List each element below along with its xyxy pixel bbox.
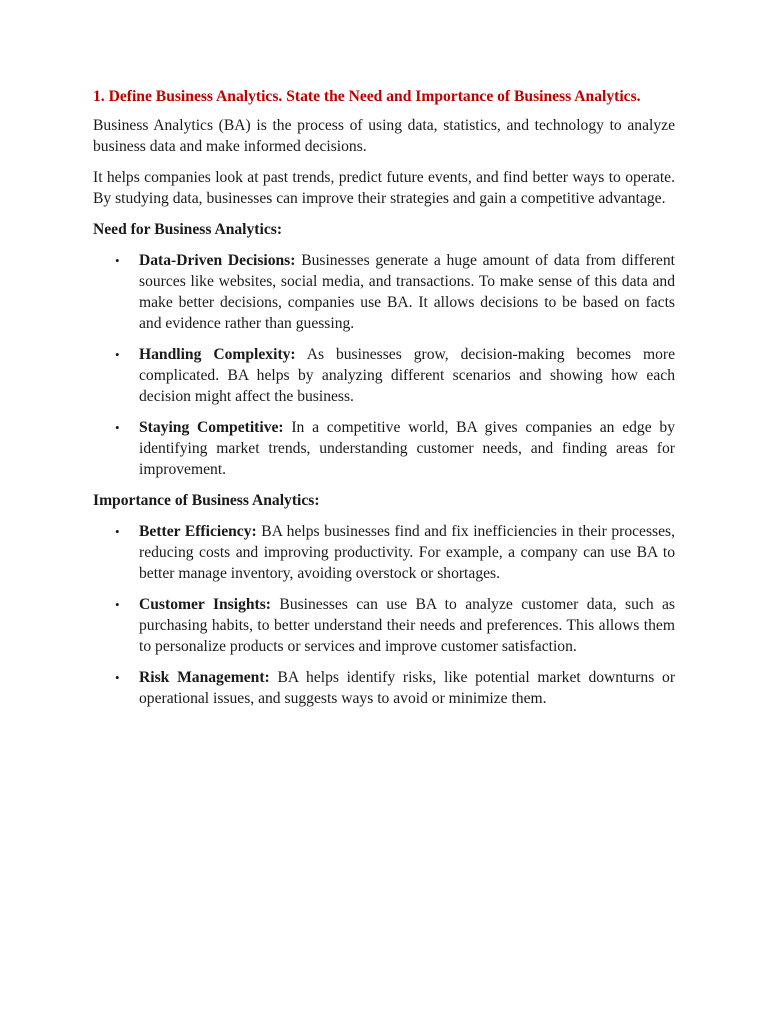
bullet-icon: • xyxy=(115,670,120,685)
item-text: Businesses can use BA to analyze customer data, such as purchasing habits, to better understand their needs and preferences. This allows them to personalize products or services and improve customer satisfaction. xyxy=(139,596,675,655)
item-term: Risk Management: xyxy=(139,669,270,686)
intro-paragraph-2: It helps companies look at past trends, predict future events, and find better ways to operate. By studying data, businesses can improve their strategies and gain a competitive advantage. xyxy=(93,169,675,207)
item-text: BA helps businesses find and fix inefficiencies in their processes, reducing costs and improving productivity. For example, a company can use BA to better manage inventory, avoiding overstock or shortages. xyxy=(139,523,675,582)
item-term: Data-Driven Decisions: xyxy=(139,252,296,269)
item-term: Better Efficiency: xyxy=(139,523,257,540)
list-item xyxy=(93,594,675,657)
need-list xyxy=(93,250,675,480)
item-text: In a competitive world, BA gives companies an edge by identifying market trends, understanding customer needs, and finding areas for improvement. xyxy=(139,419,675,478)
list-item xyxy=(93,344,675,407)
bullet-icon: • xyxy=(115,597,120,612)
list-item xyxy=(93,417,675,480)
item-term: Staying Competitive: xyxy=(139,419,284,436)
bullet-icon: • xyxy=(115,420,120,435)
document-page xyxy=(93,86,675,719)
list-item xyxy=(93,521,675,584)
bullet-icon: • xyxy=(115,253,120,268)
item-text: As businesses grow, decision-making becomes more complicated. BA helps by analyzing different scenarios and showing how each decision might affect the business. xyxy=(139,346,675,405)
question-heading: 1. Define Business Analytics. State the Need and Importance of Business Analytics. xyxy=(93,88,641,105)
item-term: Handling Complexity: xyxy=(139,346,296,363)
importance-list xyxy=(93,521,675,709)
bullet-icon: • xyxy=(115,524,120,539)
item-term: Customer Insights: xyxy=(139,596,272,613)
list-item xyxy=(93,250,675,334)
need-heading: Need for Business Analytics: xyxy=(93,221,283,238)
importance-heading: Importance of Business Analytics: xyxy=(93,492,320,509)
bullet-icon: • xyxy=(115,347,120,362)
item-text: Businesses generate a huge amount of data from different sources like websites, social media, and transactions. To make sense of this data and make better decisions, companies use BA. It allows decisions to be based on facts and evidence rather than guessing. xyxy=(139,252,675,332)
item-text: BA helps identify risks, like potential market downturns or operational issues, and suggests ways to avoid or minimize them. xyxy=(139,669,676,707)
intro-paragraph-1: Business Analytics (BA) is the process of using data, statistics, and technology to analyze business data and make informed decisions. xyxy=(93,117,675,155)
list-item xyxy=(93,667,675,709)
